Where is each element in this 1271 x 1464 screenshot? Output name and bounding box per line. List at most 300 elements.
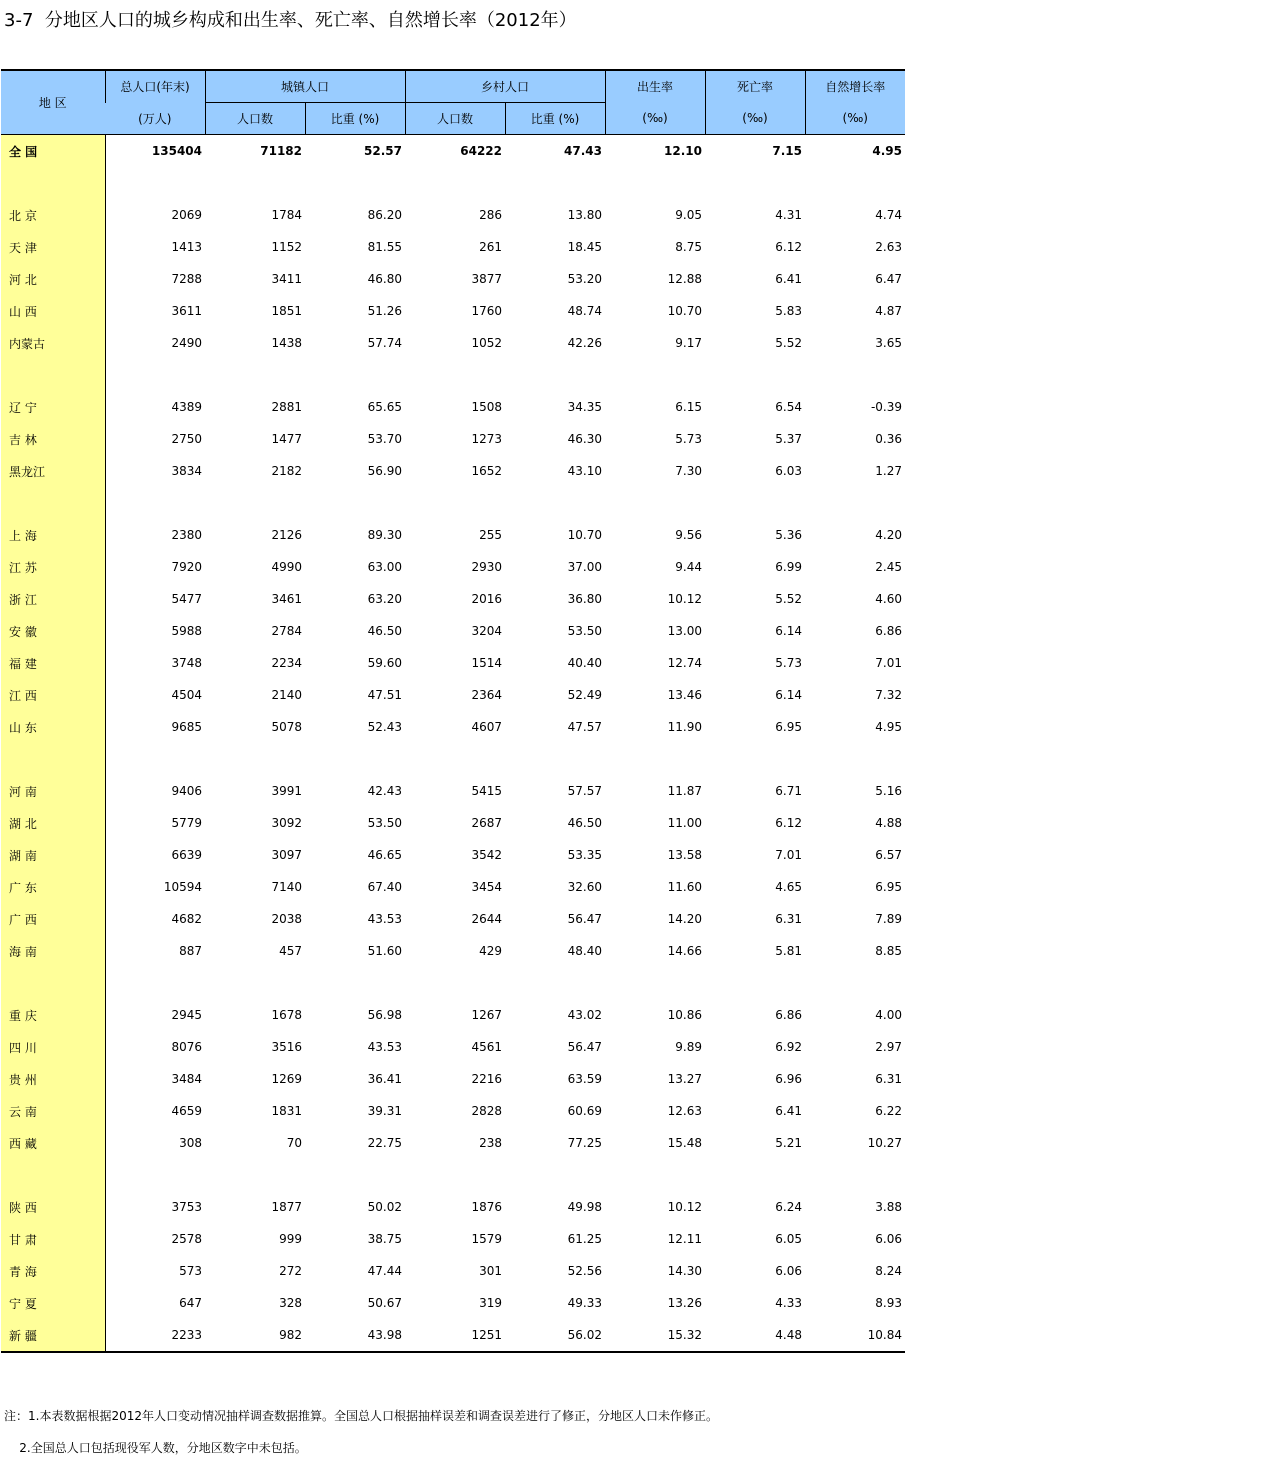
table-row xyxy=(1,903,905,935)
value-cell xyxy=(605,743,705,775)
value-cell: 6.05 xyxy=(775,1232,802,1246)
value-cell: 8.85 xyxy=(875,944,902,958)
value-cell: 8.75 xyxy=(675,240,702,254)
value-cell: 47.43 xyxy=(564,144,602,158)
table-row xyxy=(1,391,905,423)
value-cell: 1508 xyxy=(471,400,502,414)
value-cell: 5.52 xyxy=(775,592,802,606)
region-name xyxy=(1,743,105,775)
value-cell xyxy=(405,487,505,519)
value-cell: 6.24 xyxy=(775,1200,802,1214)
value-cell xyxy=(305,487,405,519)
table-row xyxy=(1,1319,905,1352)
value-cell: 10.84 xyxy=(805,1319,905,1352)
value-cell: 12.74 xyxy=(667,656,702,670)
value-cell: 46.50 xyxy=(367,624,402,638)
value-cell: 1678 xyxy=(271,1008,302,1022)
value-cell: 1477 xyxy=(271,432,302,446)
value-cell xyxy=(805,967,905,999)
value-cell: 5.73 xyxy=(775,656,802,670)
value-cell: 70 xyxy=(286,1136,302,1150)
value-cell: 429 xyxy=(479,944,502,958)
region-name: 广 东 xyxy=(1,871,105,903)
value-cell xyxy=(505,167,605,199)
value-cell: 4.95 xyxy=(875,720,902,734)
value-cell: 56.02 xyxy=(505,1319,605,1352)
table-row xyxy=(1,839,905,871)
value-cell: 43.53 xyxy=(367,1040,402,1054)
region-name: 广 西 xyxy=(1,903,105,935)
header-natural-growth: 自然增长率 xyxy=(805,70,905,103)
value-cell: 63.00 xyxy=(367,560,402,574)
region-name: 天 津 xyxy=(1,231,105,263)
value-cell: 36.41 xyxy=(367,1072,402,1086)
region-name: 宁 夏 xyxy=(1,1287,105,1319)
value-cell xyxy=(205,359,305,391)
value-cell xyxy=(405,167,505,199)
value-cell: 999 xyxy=(279,1232,302,1246)
value-cell xyxy=(705,359,805,391)
value-cell xyxy=(605,967,705,999)
value-cell: 1438 xyxy=(271,336,302,350)
value-cell: 1052 xyxy=(471,336,502,350)
value-cell: 328 xyxy=(279,1296,302,1310)
region-name: 新 疆 xyxy=(1,1319,105,1352)
value-cell: 4.48 xyxy=(705,1319,805,1352)
region-name: 山 东 xyxy=(1,711,105,743)
region-name: 北 京 xyxy=(1,199,105,231)
value-cell: 272 xyxy=(279,1264,302,1278)
value-cell: 1152 xyxy=(271,240,302,254)
value-cell: 47.51 xyxy=(367,688,402,702)
value-cell: 6.22 xyxy=(875,1104,902,1118)
region-name: 吉 林 xyxy=(1,423,105,455)
region-name xyxy=(1,967,105,999)
value-cell: 48.40 xyxy=(567,944,602,958)
table-row xyxy=(1,583,905,615)
value-cell: 4.88 xyxy=(875,816,902,830)
value-cell xyxy=(305,967,405,999)
value-cell: 301 xyxy=(479,1264,502,1278)
value-cell: 49.33 xyxy=(567,1296,602,1310)
value-cell: 7.01 xyxy=(775,848,802,862)
value-cell: 39.31 xyxy=(367,1104,402,1118)
region-name xyxy=(1,487,105,519)
value-cell: 5.81 xyxy=(775,944,802,958)
value-cell: 6.41 xyxy=(775,272,802,286)
region-name: 云 南 xyxy=(1,1095,105,1127)
header-rural: 乡村人口 xyxy=(405,70,605,103)
value-cell: 53.70 xyxy=(367,432,402,446)
value-cell: 3204 xyxy=(471,624,502,638)
value-cell: 8.93 xyxy=(875,1296,902,1310)
value-cell xyxy=(705,487,805,519)
value-cell: 2234 xyxy=(271,656,302,670)
value-cell: 4.31 xyxy=(775,208,802,222)
spacer-row xyxy=(1,487,905,519)
value-cell: 2945 xyxy=(171,1008,202,1022)
value-cell: 1876 xyxy=(471,1200,502,1214)
value-cell: 3748 xyxy=(171,656,202,670)
value-cell: 2881 xyxy=(271,400,302,414)
value-cell: 10.12 xyxy=(667,592,702,606)
value-cell: 52.56 xyxy=(567,1264,602,1278)
table-row xyxy=(1,1031,905,1063)
value-cell: 7288 xyxy=(171,272,202,286)
value-cell: 4.95 xyxy=(872,144,902,158)
value-cell: 14.66 xyxy=(667,944,702,958)
value-cell: 46.80 xyxy=(367,272,402,286)
value-cell: 6.12 xyxy=(775,240,802,254)
value-cell: 13.27 xyxy=(667,1072,702,1086)
region-name: 浙 江 xyxy=(1,583,105,615)
footnotes xyxy=(4,1400,718,1464)
value-cell xyxy=(705,1159,805,1191)
value-cell: 5988 xyxy=(171,624,202,638)
value-cell: 52.57 xyxy=(364,144,402,158)
value-cell: 59.60 xyxy=(367,656,402,670)
value-cell: 2828 xyxy=(471,1104,502,1118)
value-cell: 9.05 xyxy=(675,208,702,222)
value-cell xyxy=(405,967,505,999)
region-name: 全 国 xyxy=(1,135,105,168)
value-cell xyxy=(805,359,905,391)
value-cell: 10.70 xyxy=(567,528,602,542)
value-cell: 6.14 xyxy=(775,688,802,702)
value-cell: 56.90 xyxy=(367,464,402,478)
value-cell: 34.35 xyxy=(567,400,602,414)
value-cell: 1831 xyxy=(271,1104,302,1118)
region-name: 湖 南 xyxy=(1,839,105,871)
value-cell: 4.20 xyxy=(875,528,902,542)
value-cell: 43.53 xyxy=(367,912,402,926)
value-cell: 18.45 xyxy=(567,240,602,254)
table-row xyxy=(1,935,905,967)
value-cell: 647 xyxy=(179,1296,202,1310)
value-cell: 3.88 xyxy=(875,1200,902,1214)
value-cell: 9685 xyxy=(171,720,202,734)
value-cell xyxy=(605,487,705,519)
value-cell: 6.47 xyxy=(875,272,902,286)
table-row xyxy=(1,327,905,359)
header-total: 总人口(年末) xyxy=(105,70,205,103)
value-cell xyxy=(105,167,205,199)
value-cell: 3092 xyxy=(271,816,302,830)
value-cell: 7.30 xyxy=(675,464,702,478)
value-cell xyxy=(705,743,805,775)
table-row xyxy=(1,1255,905,1287)
value-cell: 13.80 xyxy=(567,208,602,222)
value-cell: 6.86 xyxy=(775,1008,802,1022)
value-cell: 5.52 xyxy=(775,336,802,350)
region-name: 西 藏 xyxy=(1,1127,105,1159)
value-cell: 261 xyxy=(479,240,502,254)
value-cell: 2930 xyxy=(471,560,502,574)
value-cell: 3834 xyxy=(171,464,202,478)
value-cell: 49.98 xyxy=(567,1200,602,1214)
value-cell: 5415 xyxy=(471,784,502,798)
value-cell: 2233 xyxy=(105,1319,205,1352)
header-total-unit: (万人) xyxy=(105,103,205,135)
value-cell: 6.54 xyxy=(775,400,802,414)
value-cell: 6.95 xyxy=(775,720,802,734)
table-row xyxy=(1,551,905,583)
table-row xyxy=(1,1223,905,1255)
value-cell: 1877 xyxy=(271,1200,302,1214)
value-cell: 10.12 xyxy=(667,1200,702,1214)
table-row xyxy=(1,871,905,903)
value-cell: 36.80 xyxy=(567,592,602,606)
value-cell: 6.14 xyxy=(775,624,802,638)
value-cell: 13.26 xyxy=(667,1296,702,1310)
value-cell: 3991 xyxy=(271,784,302,798)
value-cell xyxy=(105,359,205,391)
value-cell xyxy=(405,743,505,775)
value-cell: 15.32 xyxy=(605,1319,705,1352)
value-cell: 37.00 xyxy=(567,560,602,574)
header-death-rate: 死亡率 xyxy=(705,70,805,103)
value-cell: 6.12 xyxy=(775,816,802,830)
value-cell: 3097 xyxy=(271,848,302,862)
value-cell: 12.88 xyxy=(667,272,702,286)
table-row xyxy=(1,231,905,263)
spacer-row xyxy=(1,967,905,999)
value-cell: 53.50 xyxy=(567,624,602,638)
value-cell: 6.41 xyxy=(775,1104,802,1118)
region-name: 上 海 xyxy=(1,519,105,551)
value-cell: 1514 xyxy=(471,656,502,670)
value-cell: 3542 xyxy=(471,848,502,862)
table-body xyxy=(1,135,905,1353)
value-cell: 6.06 xyxy=(875,1232,902,1246)
value-cell: 86.20 xyxy=(367,208,402,222)
header-rural-ratio: 比重 (%) xyxy=(505,103,605,135)
value-cell: 51.60 xyxy=(367,944,402,958)
value-cell: 4.60 xyxy=(875,592,902,606)
value-cell xyxy=(405,359,505,391)
table-row xyxy=(1,1127,905,1159)
value-cell: 2490 xyxy=(171,336,202,350)
value-cell: 6.03 xyxy=(775,464,802,478)
value-cell: 3516 xyxy=(271,1040,302,1054)
value-cell: 12.11 xyxy=(667,1232,702,1246)
value-cell xyxy=(805,167,905,199)
value-cell: 5.83 xyxy=(775,304,802,318)
value-cell: 7140 xyxy=(271,880,302,894)
value-cell: 89.30 xyxy=(367,528,402,542)
value-cell: 12.63 xyxy=(667,1104,702,1118)
value-cell: 4504 xyxy=(171,688,202,702)
region-name: 江 西 xyxy=(1,679,105,711)
value-cell xyxy=(705,967,805,999)
value-cell: 2644 xyxy=(471,912,502,926)
value-cell: 11.87 xyxy=(667,784,702,798)
value-cell xyxy=(805,743,905,775)
value-cell: 4.87 xyxy=(875,304,902,318)
value-cell: 4607 xyxy=(471,720,502,734)
value-cell: 7.01 xyxy=(875,656,902,670)
value-cell: 1784 xyxy=(271,208,302,222)
value-cell: 6.95 xyxy=(875,880,902,894)
region-name: 重 庆 xyxy=(1,999,105,1031)
value-cell: 2750 xyxy=(171,432,202,446)
value-cell: 1851 xyxy=(271,304,302,318)
value-cell: 40.40 xyxy=(567,656,602,670)
region-name: 辽 宁 xyxy=(1,391,105,423)
value-cell: 2126 xyxy=(271,528,302,542)
value-cell: 46.65 xyxy=(367,848,402,862)
table-row xyxy=(1,1063,905,1095)
value-cell: 5.16 xyxy=(875,784,902,798)
value-cell: 14.30 xyxy=(667,1264,702,1278)
value-cell xyxy=(305,359,405,391)
header-urban-pop: 人口数 xyxy=(205,103,305,135)
table-row xyxy=(1,295,905,327)
region-name xyxy=(1,1159,105,1191)
value-cell: 457 xyxy=(279,944,302,958)
table-row xyxy=(1,455,905,487)
region-name: 内蒙古 xyxy=(1,327,105,359)
value-cell: 6639 xyxy=(171,848,202,862)
table-row xyxy=(1,807,905,839)
value-cell: 42.26 xyxy=(567,336,602,350)
value-cell: 6.06 xyxy=(775,1264,802,1278)
value-cell: 4.33 xyxy=(775,1296,802,1310)
value-cell: 51.26 xyxy=(367,304,402,318)
value-cell xyxy=(705,167,805,199)
value-cell: 1269 xyxy=(271,1072,302,1086)
value-cell: 11.60 xyxy=(667,880,702,894)
value-cell: 11.00 xyxy=(667,816,702,830)
region-name: 海 南 xyxy=(1,935,105,967)
value-cell: 43.02 xyxy=(567,1008,602,1022)
header-urban-ratio: 比重 (%) xyxy=(305,103,405,135)
value-cell: 255 xyxy=(479,528,502,542)
value-cell: -0.39 xyxy=(870,400,902,414)
value-cell: 57.74 xyxy=(367,336,402,350)
region-name xyxy=(1,167,105,199)
header-birth-unit: (‰) xyxy=(605,103,705,135)
region-name xyxy=(1,359,105,391)
region-name: 甘 肃 xyxy=(1,1223,105,1255)
value-cell: 53.35 xyxy=(567,848,602,862)
value-cell: 7.15 xyxy=(772,144,802,158)
value-cell: 2380 xyxy=(171,528,202,542)
value-cell xyxy=(205,167,305,199)
value-cell: 10594 xyxy=(163,880,202,894)
value-cell: 6.99 xyxy=(775,560,802,574)
value-cell xyxy=(605,359,705,391)
value-cell: 286 xyxy=(479,208,502,222)
value-cell: 13.46 xyxy=(667,688,702,702)
value-cell: 1251 xyxy=(405,1319,505,1352)
value-cell: 2.45 xyxy=(875,560,902,574)
value-cell: 2364 xyxy=(471,688,502,702)
value-cell xyxy=(405,1159,505,1191)
value-cell xyxy=(305,1159,405,1191)
value-cell: 56.47 xyxy=(567,1040,602,1054)
value-cell xyxy=(305,743,405,775)
value-cell: 2687 xyxy=(471,816,502,830)
spacer-row xyxy=(1,743,905,775)
value-cell: 2216 xyxy=(471,1072,502,1086)
value-cell xyxy=(505,1159,605,1191)
value-cell: 14.20 xyxy=(667,912,702,926)
value-cell: 53.20 xyxy=(567,272,602,286)
value-cell: 5.36 xyxy=(775,528,802,542)
spacer-row xyxy=(1,359,905,391)
header-rural-pop: 人口数 xyxy=(405,103,505,135)
region-name: 青 海 xyxy=(1,1255,105,1287)
value-cell: 9.44 xyxy=(675,560,702,574)
value-cell: 10.70 xyxy=(667,304,702,318)
value-cell: 9.56 xyxy=(675,528,702,542)
value-cell xyxy=(505,487,605,519)
value-cell: 56.47 xyxy=(567,912,602,926)
value-cell: 3753 xyxy=(171,1200,202,1214)
value-cell: 4682 xyxy=(171,912,202,926)
value-cell: 308 xyxy=(179,1136,202,1150)
value-cell: 2016 xyxy=(471,592,502,606)
table-row xyxy=(1,1191,905,1223)
region-name: 河 北 xyxy=(1,263,105,295)
value-cell: 10.86 xyxy=(667,1008,702,1022)
value-cell: 982 xyxy=(205,1319,305,1352)
table-row xyxy=(1,711,905,743)
value-cell: 61.25 xyxy=(567,1232,602,1246)
value-cell xyxy=(205,743,305,775)
value-cell: 4.00 xyxy=(875,1008,902,1022)
footnote-2: 2.全国总人口包括现役军人数，分地区数字中未包括。 xyxy=(4,1441,307,1455)
value-cell: 8076 xyxy=(171,1040,202,1054)
value-cell xyxy=(205,1159,305,1191)
value-cell: 6.71 xyxy=(775,784,802,798)
region-name: 江 苏 xyxy=(1,551,105,583)
value-cell: 43.98 xyxy=(305,1319,405,1352)
value-cell: 3484 xyxy=(171,1072,202,1086)
value-cell: 50.02 xyxy=(367,1200,402,1214)
value-cell: 22.75 xyxy=(367,1136,402,1150)
value-cell: 4561 xyxy=(471,1040,502,1054)
value-cell: 2140 xyxy=(271,688,302,702)
value-cell xyxy=(105,1159,205,1191)
value-cell: 1267 xyxy=(471,1008,502,1022)
value-cell: 4990 xyxy=(271,560,302,574)
value-cell: 47.44 xyxy=(367,1264,402,1278)
value-cell: 9.17 xyxy=(675,336,702,350)
table-row xyxy=(1,199,905,231)
value-cell: 9406 xyxy=(171,784,202,798)
value-cell: 10.27 xyxy=(867,1136,902,1150)
value-cell: 5779 xyxy=(171,816,202,830)
value-cell: 2.97 xyxy=(875,1040,902,1054)
value-cell: 64222 xyxy=(460,144,502,158)
value-cell: 2.63 xyxy=(875,240,902,254)
value-cell: 1652 xyxy=(471,464,502,478)
page-title: 3-7 分地区人口的城乡构成和出生率、死亡率、自然增长率（2012年） xyxy=(4,10,577,31)
table-row xyxy=(1,263,905,295)
value-cell: 11.90 xyxy=(667,720,702,734)
value-cell: 48.74 xyxy=(567,304,602,318)
value-cell: 15.48 xyxy=(667,1136,702,1150)
value-cell: 6.15 xyxy=(675,400,702,414)
value-cell: 1.27 xyxy=(875,464,902,478)
table-row xyxy=(1,775,905,807)
value-cell: 6.31 xyxy=(875,1072,902,1086)
value-cell: 0.36 xyxy=(875,432,902,446)
value-cell: 7.32 xyxy=(875,688,902,702)
value-cell: 50.67 xyxy=(367,1296,402,1310)
